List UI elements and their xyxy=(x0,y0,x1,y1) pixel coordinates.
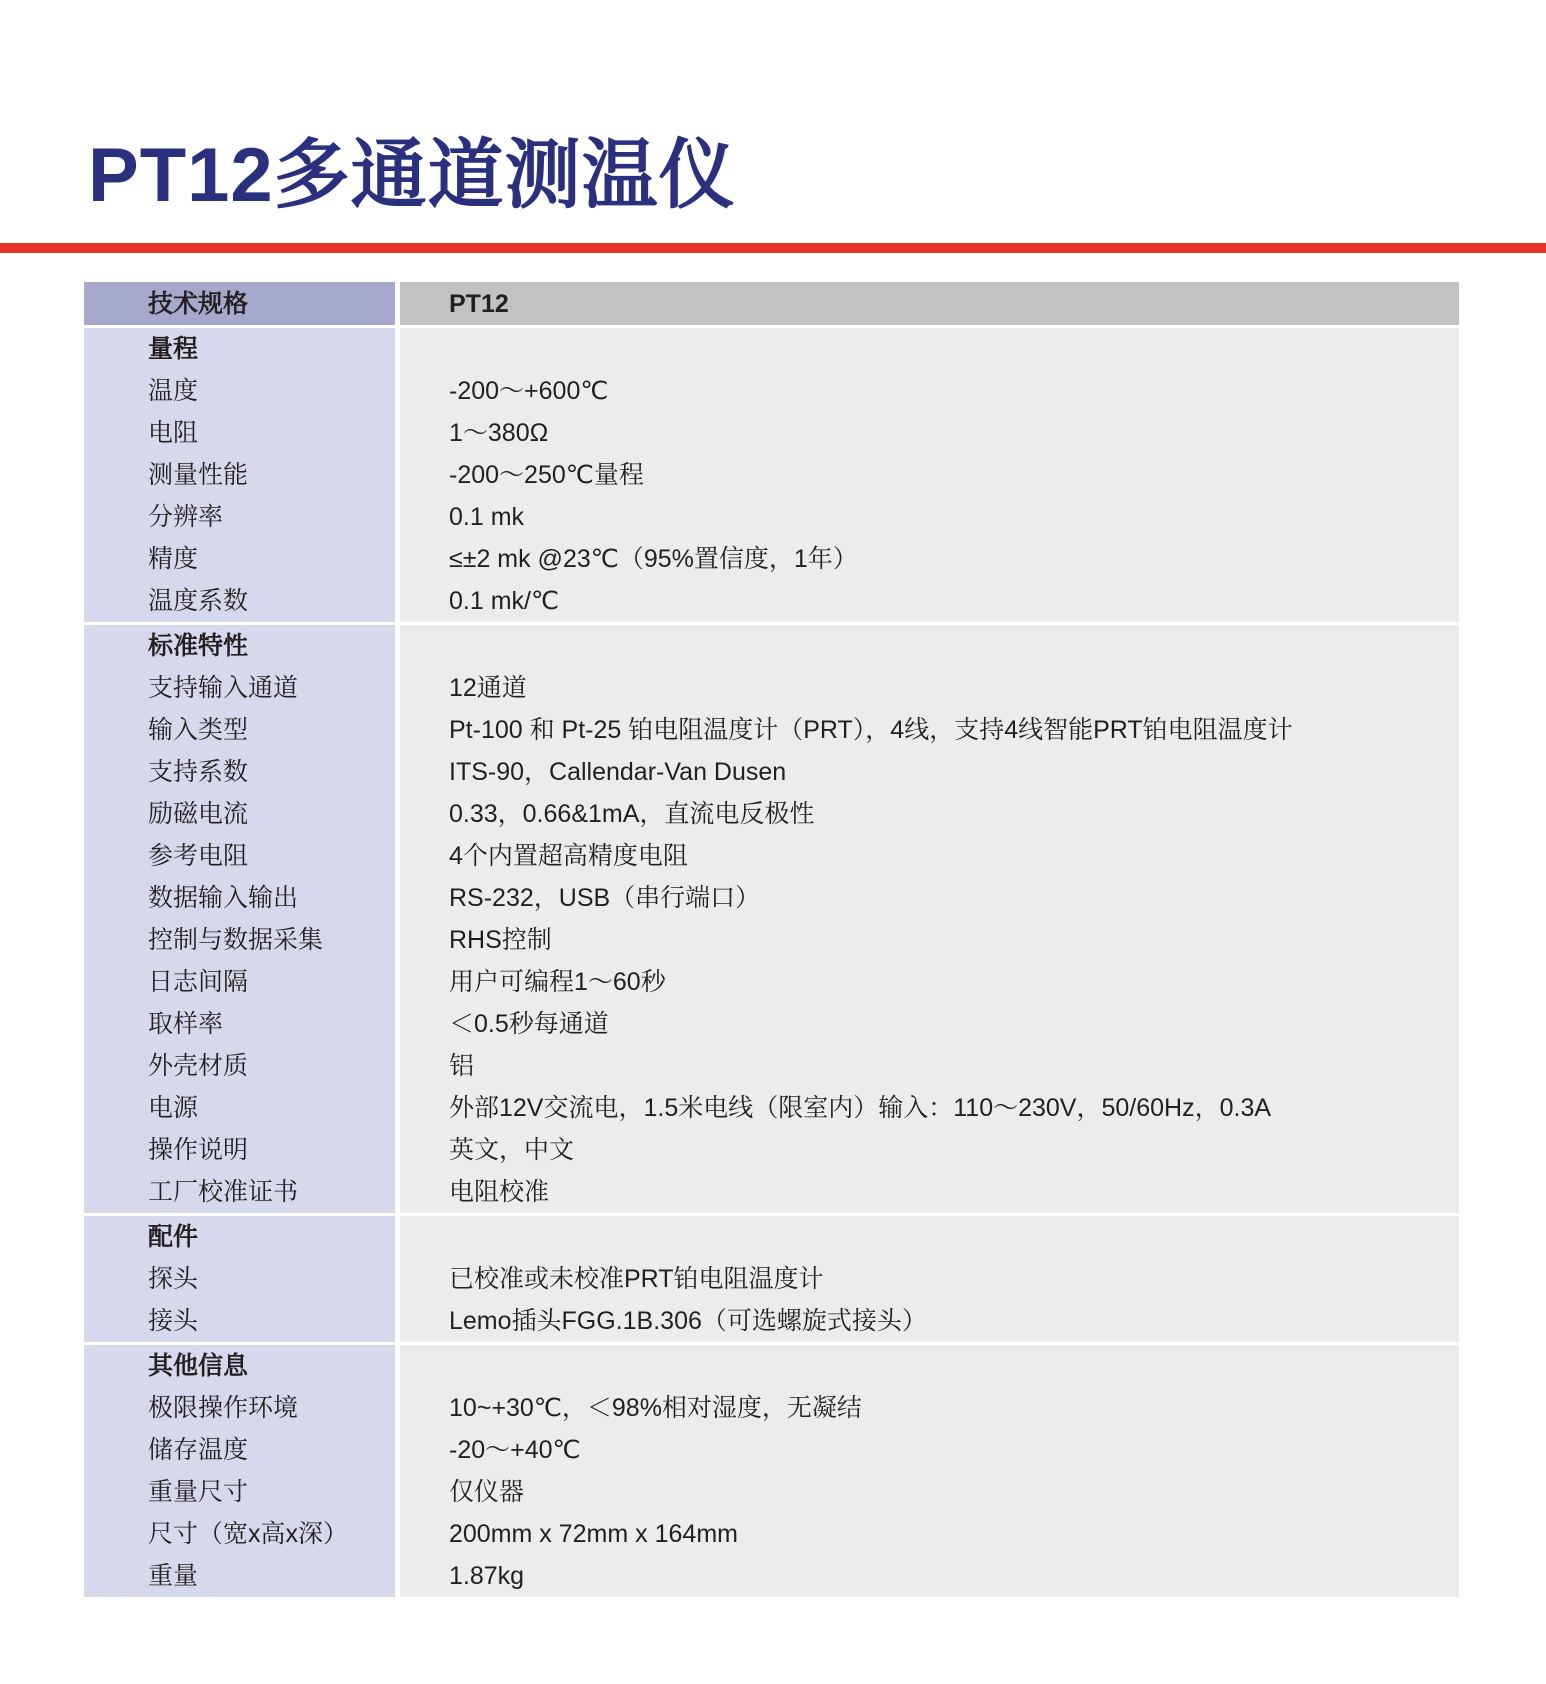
section-title: 标准特性 xyxy=(148,632,249,660)
spec-label: 控制与数据采集 xyxy=(148,926,324,954)
section-labels xyxy=(84,625,395,1213)
spec-value: -200～250℃量程 xyxy=(449,461,644,489)
section-title: 配件 xyxy=(148,1223,199,1251)
spec-label: 测量性能 xyxy=(148,461,249,489)
spec-value: 12通道 xyxy=(449,674,527,702)
section-title: 其他信息 xyxy=(148,1352,249,1380)
spec-label: 支持系数 xyxy=(148,758,249,786)
spec-value: 铝 xyxy=(449,1052,475,1080)
spec-value: Lemo插头FGG.1B.306（可选螺旋式接头） xyxy=(449,1307,927,1335)
section-values xyxy=(400,1216,1459,1342)
section-labels xyxy=(84,328,395,622)
section-labels xyxy=(84,1345,395,1597)
spec-label: 支持输入通道 xyxy=(148,674,299,702)
section-values xyxy=(400,1345,1459,1597)
spec-value: 英文，中文 xyxy=(449,1136,575,1164)
spec-label: 分辨率 xyxy=(148,503,224,531)
spec-label: 参考电阻 xyxy=(148,842,249,870)
spec-section xyxy=(84,328,1459,622)
section-labels xyxy=(84,1216,395,1342)
spec-value: 0.1 mk/℃ xyxy=(449,587,560,615)
spec-value: 4个内置超高精度电阻 xyxy=(449,842,688,870)
spec-value: 0.33，0.66&1mA，直流电反极性 xyxy=(449,800,815,828)
spec-section xyxy=(84,1216,1459,1342)
spec-label: 输入类型 xyxy=(148,716,249,744)
spec-value: ≤±2 mk @23℃（95%置信度，1年） xyxy=(449,545,858,573)
spec-label: 温度系数 xyxy=(148,587,249,615)
spec-value: 1.87kg xyxy=(449,1562,525,1590)
spec-label: 操作说明 xyxy=(148,1136,249,1164)
spec-value: ＜0.5秒每通道 xyxy=(449,1010,609,1038)
spec-section xyxy=(84,1345,1459,1597)
spec-value: 外部12V交流电，1.5米电线（限室内）输入：110～230V，50/60Hz，0.3A xyxy=(449,1094,1272,1122)
spec-label: 精度 xyxy=(148,545,199,573)
spec-value: 已校准或未校准PRT铂电阻温度计 xyxy=(449,1265,824,1293)
section-values xyxy=(400,328,1459,622)
spec-value: 0.1 mk xyxy=(449,503,525,531)
spec-value: -200～+600℃ xyxy=(449,377,609,405)
section-values xyxy=(400,625,1459,1213)
spec-label: 探头 xyxy=(148,1265,199,1293)
title-divider xyxy=(0,243,1546,253)
spec-value: 1～380Ω xyxy=(449,419,549,447)
spec-value: 用户可编程1～60秒 xyxy=(449,968,666,996)
spec-label: 外壳材质 xyxy=(148,1052,249,1080)
spec-label: 储存温度 xyxy=(148,1436,249,1464)
spec-label: 电阻 xyxy=(148,419,199,447)
spec-sections xyxy=(84,328,1459,1597)
spec-table xyxy=(84,282,1459,1597)
spec-label: 数据输入输出 xyxy=(148,884,299,912)
spec-label: 极限操作环境 xyxy=(148,1394,299,1422)
spec-label: 重量尺寸 xyxy=(148,1478,249,1506)
spec-value: 200mm x 72mm x 164mm xyxy=(449,1520,738,1548)
spec-value: Pt-100 和 Pt-25 铂电阻温度计（PRT），4线，支持4线智能PRT铂电阻温度计 xyxy=(449,716,1293,744)
spec-value: RS-232，USB（串行端口） xyxy=(449,884,761,912)
spec-label: 接头 xyxy=(148,1307,199,1335)
spec-label: 日志间隔 xyxy=(148,968,249,996)
section-title: 量程 xyxy=(148,335,199,363)
spec-value: 10~+30℃，＜98%相对湿度，无凝结 xyxy=(449,1394,862,1422)
spec-value: -20～+40℃ xyxy=(449,1436,581,1464)
spec-label: 重量 xyxy=(148,1562,199,1590)
table-header xyxy=(84,282,1459,325)
spec-label: 电源 xyxy=(148,1094,199,1122)
spec-value: 仅仪器 xyxy=(449,1478,525,1506)
spec-label: 尺寸（宽x高x深） xyxy=(148,1520,349,1548)
page-title: PT12多通道测温仪 xyxy=(88,133,736,218)
header-spec-label: 技术规格 xyxy=(84,282,395,325)
header-model: PT12 xyxy=(400,282,1459,325)
spec-value: ITS-90，Callendar-Van Dusen xyxy=(449,758,787,786)
spec-label: 工厂校准证书 xyxy=(148,1178,299,1206)
spec-label: 取样率 xyxy=(148,1010,224,1038)
spec-label: 温度 xyxy=(148,377,199,405)
spec-value: RHS控制 xyxy=(449,926,552,954)
spec-label: 励磁电流 xyxy=(148,800,249,828)
spec-value: 电阻校准 xyxy=(449,1178,550,1206)
spec-section xyxy=(84,625,1459,1213)
